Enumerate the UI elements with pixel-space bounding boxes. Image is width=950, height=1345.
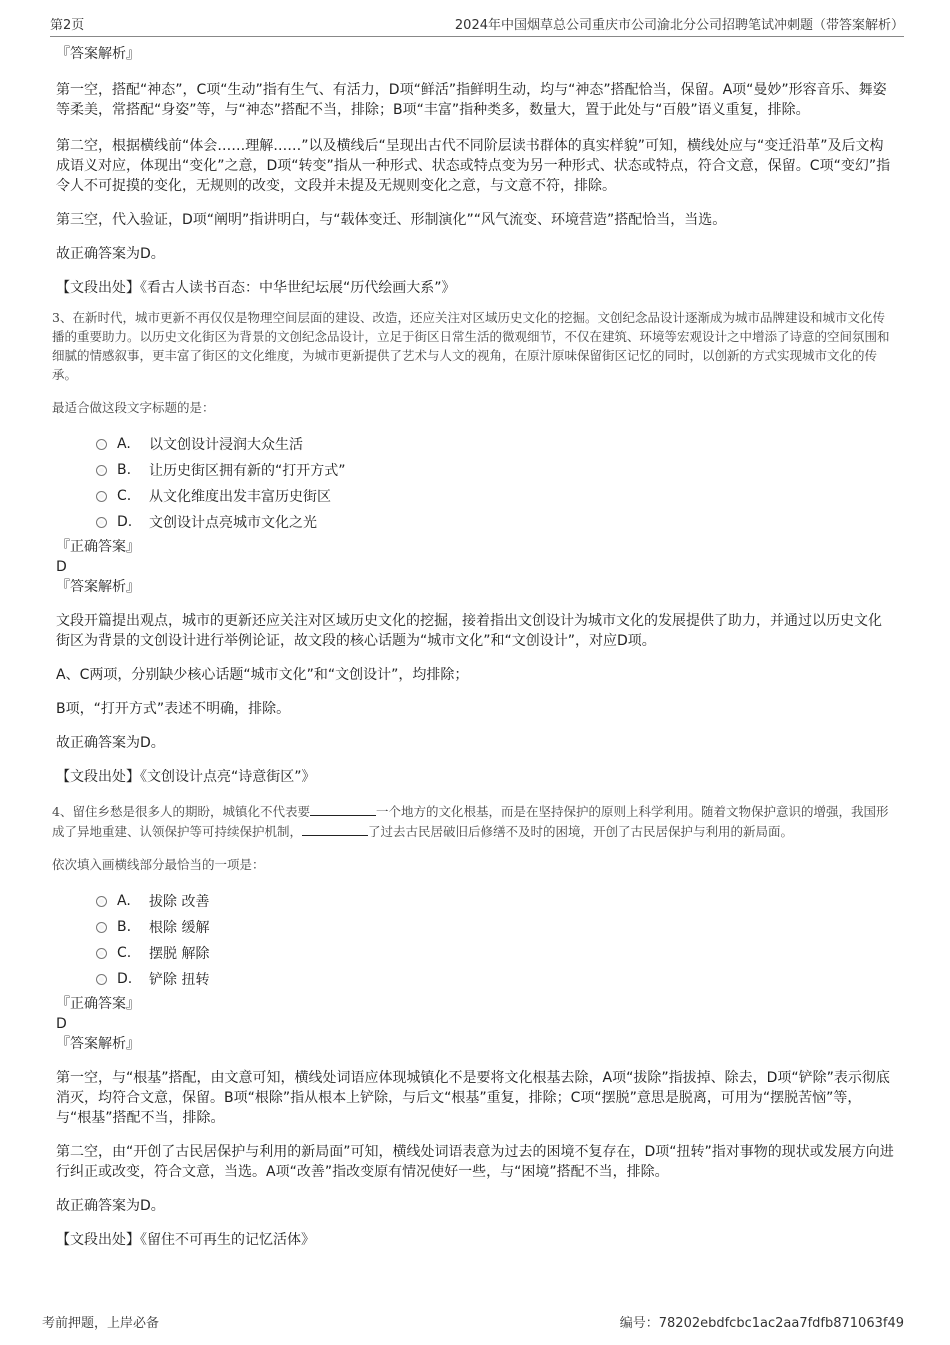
page-number: 第2页 <box>50 18 85 33</box>
analysis-label: 『答案解析』 <box>56 579 140 595</box>
analysis-paragraph: 第二空，由“开创了古民居保护与利用的新局面”可知，横线处词语表意为过去的困境不复存在，D项“扭转”指对事物的现状或发展方向进行纠正或改变，符合文意，当选。A项“改善”指改变原有情况使好一些，与“困境”搭配不当，排除。 <box>56 1144 894 1180</box>
option-c[interactable]: C. 摆脱 解除 <box>96 940 894 966</box>
radio-button[interactable] <box>96 922 107 933</box>
radio-button[interactable] <box>96 948 107 959</box>
document-id: 编号：78202ebdfcbc1ac2aa7fdfb871063f49 <box>619 1316 904 1331</box>
option-b[interactable]: B. 根除 缓解 <box>96 914 894 940</box>
radio-button[interactable] <box>96 465 107 476</box>
conclusion: 故正确答案为D。 <box>56 1198 165 1214</box>
option-d[interactable]: D. 文创设计点亮城市文化之光 <box>96 509 894 535</box>
option-c[interactable]: C. 从文化维度出发丰富历史街区 <box>96 483 894 509</box>
correct-answer: D <box>56 559 67 575</box>
radio-button[interactable] <box>96 974 107 985</box>
analysis-paragraph: 第三空，代入验证，D项“阐明”指讲明白，与“载体变迁、形制演化”“风气流变、环境营造”搭配恰当，当选。 <box>56 212 727 228</box>
fill-blank <box>302 821 368 836</box>
radio-button[interactable] <box>96 896 107 907</box>
analysis-paragraph: 第二空，根据横线前“体会……理解……”以及横线后“呈现出古代不同阶层读书群体的真实样貌”可知，横线处应与“变迁沿革”及后文构成语义对应，体现出“变化”之意，D项“转变”指从一种形式、状态或特点变为另一种形式、状态或特点，符合文意，保留。C项“变幻”指令人不可捉摸的变化，无规则的改变，文段并未提及无规则变化之意，与文意不符，排除。 <box>56 138 891 194</box>
radio-button[interactable] <box>96 439 107 450</box>
correct-answer-label: 『正确答案』 <box>56 996 140 1012</box>
analysis-paragraph: A、C两项，分别缺少核心话题“城市文化”和“文创设计”，均排除； <box>56 667 469 683</box>
source-citation: 【文段出处】《文创设计点亮“诗意街区”》 <box>56 769 316 785</box>
option-a[interactable]: A. 拔除 改善 <box>96 888 894 914</box>
option-d[interactable]: D. 铲除 扭转 <box>96 966 894 992</box>
radio-button[interactable] <box>96 517 107 528</box>
correct-answer-label: 『正确答案』 <box>56 539 140 555</box>
analysis-paragraph: B项，“打开方式”表述不明确，排除。 <box>56 701 291 717</box>
document-title: 2024年中国烟草总公司重庆市公司渝北分公司招聘笔试冲刺题（带答案解析） <box>454 18 904 33</box>
conclusion: 故正确答案为D。 <box>56 246 165 262</box>
fill-blank <box>310 801 376 816</box>
source-citation: 【文段出处】《看古人读书百态：中华世纪坛展“历代绘画大系”》 <box>56 280 456 296</box>
analysis-paragraph: 文段开篇提出观点，城市的更新还应关注对区域历史文化的挖掘，接着指出文创设计为城市文化的发展提供了助力，并通过以历史文化街区为背景的文创设计进行举例论证，故文段的核心话题为“城市文化”和“文创设计”，对应D项。 <box>56 613 882 649</box>
analysis-label: 『答案解析』 <box>56 46 140 62</box>
question-prompt: 最适合做这段文字标题的是： <box>52 400 215 415</box>
question-stem: 4、留住乡愁是很多人的期盼，城镇化不代表要 一个地方的文化根基，而是在坚持保护的原则上科学利用。随着文物保护意识的增强，我国形成了异地重建、认领保护等可持续保护机制， 了过去古民居破旧后修缮不及时的困境，开创了古民居保护与利用的新局面。 <box>52 801 894 841</box>
question-prompt: 依次填入画横线部分最恰当的一项是： <box>52 857 265 872</box>
analysis-paragraph: 第一空，与“根基”搭配，由文意可知，横线处词语应体现城镇化不是要将文化根基去除，A项“拔除”指拔掉、除去，D项“铲除”表示彻底消灭，均符合文意，保留。B项“根除”指从根本上铲除，与后文“根基”重复，排除；C项“摆脱”意思是脱离，可用为“摆脱苦恼”等，与“根基”搭配不当，排除。 <box>56 1070 890 1126</box>
conclusion: 故正确答案为D。 <box>56 735 165 751</box>
options-list <box>56 431 894 535</box>
footer-slogan: 考前押题，上岸必备 <box>42 1316 160 1331</box>
question-stem: 3、在新时代，城市更新不再仅仅是物理空间层面的建设、改造，还应关注对区域历史文化的挖掘。文创纪念品设计逐渐成为城市品牌建设和城市文化传播的重要助力。以历史文化街区为背景的文创纪念品设计，立足于街区日常生活的微观细节，不仅在建筑、环境等宏观设计之中增添了诗意的空间氛围和细腻的情感叙事，更丰富了街区的文化维度，为城市更新提供了艺术与人文的视角，在原汁原味保留街区记忆的同时，以创新的方式实现城市文化的传承。 <box>52 310 890 382</box>
correct-answer: D <box>56 1016 67 1032</box>
analysis-label: 『答案解析』 <box>56 1036 140 1052</box>
page-header <box>50 14 904 37</box>
option-b[interactable]: B. 让历史街区拥有新的“打开方式” <box>96 457 894 483</box>
option-a[interactable]: A. 以文创设计浸润大众生活 <box>96 431 894 457</box>
page-content <box>52 42 894 1250</box>
options-list <box>56 888 894 992</box>
page-footer <box>42 1312 904 1331</box>
analysis-paragraph: 第一空，搭配“神态”，C项“生动”指有生气、有活力，D项“鲜活”指鲜明生动，均与“神态”搭配恰当，保留。A项“曼妙”形容音乐、舞姿等柔美，常搭配“身姿”等，与“神态”搭配不当，排除；B项“丰富”指种类多，数量大，置于此处与“百般”语义重复，排除。 <box>56 82 887 118</box>
radio-button[interactable] <box>96 491 107 502</box>
source-citation: 【文段出处】《留住不可再生的记忆活体》 <box>56 1232 315 1248</box>
